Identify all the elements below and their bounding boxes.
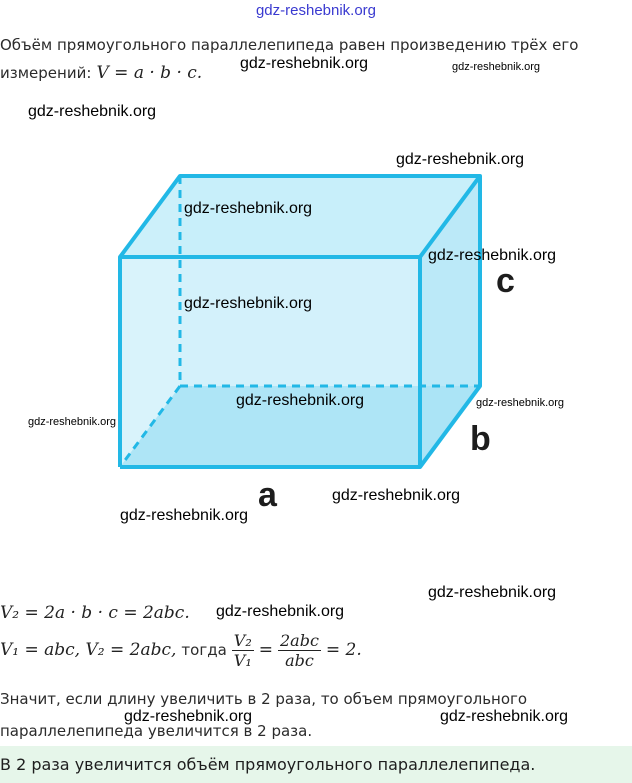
- watermark[interactable]: gdz-reshebnik.org: [440, 708, 569, 725]
- equals-sign: =: [258, 640, 273, 660]
- ratio-line: [0, 625, 362, 675]
- watermark[interactable]: gdz-reshebnik.org: [396, 151, 525, 168]
- watermark[interactable]: gdz-reshebnik.org: [216, 603, 345, 620]
- watermark[interactable]: gdz-reshebnik.org: [476, 397, 565, 409]
- volume-formula: V = a · b · c.: [96, 63, 203, 83]
- watermark[interactable]: gdz-reshebnik.org: [332, 487, 461, 504]
- watermark[interactable]: gdz-reshebnik.org: [428, 247, 557, 264]
- label-c: c: [496, 262, 515, 300]
- v1-v2-formula: V₁ = abc, V₂ = 2abc,: [0, 640, 177, 660]
- watermark[interactable]: gdz-reshebnik.org: [28, 416, 117, 428]
- expression-numerator: 2abc: [279, 630, 319, 650]
- watermark[interactable]: gdz-reshebnik.org: [184, 295, 313, 312]
- intro-line-2-text: измерений:: [0, 64, 92, 82]
- v2-formula: V₂ = 2a · b · c = 2abc.: [0, 603, 190, 623]
- watermark[interactable]: gdz-reshebnik.org: [428, 584, 557, 601]
- label-a: a: [258, 476, 277, 514]
- then-word: тогда: [181, 641, 227, 659]
- expression-fraction: [278, 631, 321, 670]
- watermark[interactable]: gdz-reshebnik.org: [184, 200, 313, 217]
- ratio-fraction: [232, 631, 254, 670]
- header-watermark[interactable]: gdz-reshebnik.org: [255, 2, 377, 19]
- ratio-result: = 2.: [325, 640, 362, 660]
- expression-denominator: abc: [285, 650, 314, 670]
- watermark[interactable]: gdz-reshebnik.org: [452, 61, 541, 73]
- watermark[interactable]: gdz-reshebnik.org: [236, 392, 365, 409]
- label-b: b: [470, 420, 491, 458]
- conclusion-line-2: параллелепипеда увеличится в 2 раза.: [0, 722, 313, 740]
- watermark[interactable]: gdz-reshebnik.org: [124, 708, 253, 725]
- watermark[interactable]: gdz-reshebnik.org: [240, 55, 369, 72]
- watermark[interactable]: gdz-reshebnik.org: [28, 103, 157, 120]
- watermark[interactable]: gdz-reshebnik.org: [120, 507, 249, 524]
- ratio-denominator: V₁: [233, 650, 252, 670]
- answer-text: В 2 раза увеличится объём прямоугольного параллелепипеда.: [0, 755, 536, 774]
- intro-line-1: Объём прямоугольного параллелепипеда равен произведению трёх его: [0, 36, 579, 54]
- ratio-numerator: V₂: [233, 630, 252, 650]
- conclusion-line-1: Значит, если длину увеличить в 2 раза, то объем прямоугольного: [0, 690, 528, 708]
- answer-box: [0, 746, 632, 783]
